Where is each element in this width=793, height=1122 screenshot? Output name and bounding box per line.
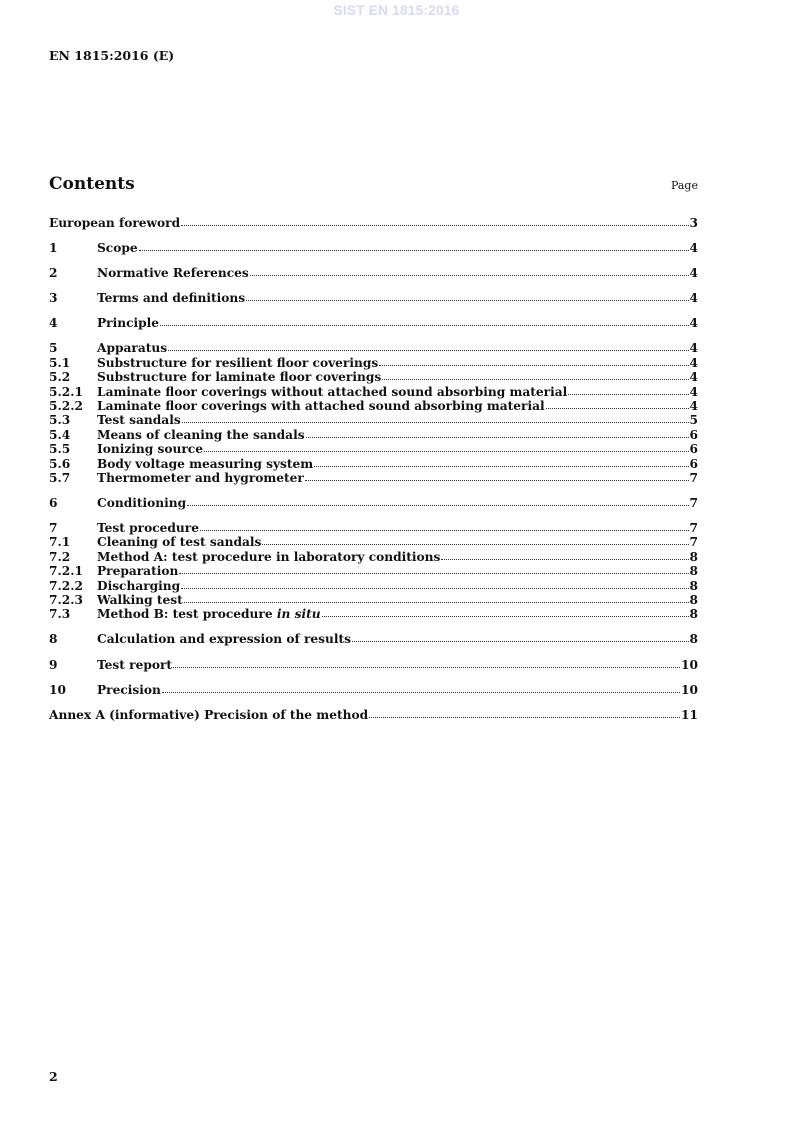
toc-dot-leader [262,535,688,545]
toc-entry[interactable] [49,428,698,442]
toc-dot-leader [379,356,688,366]
toc-dot-leader [182,413,689,423]
toc-dot-leader [352,632,689,642]
toc-entry-title-italic: in situ [276,607,321,622]
toc-entry-title: Normative References [97,266,249,281]
toc-entry-number: 5.7 [49,470,71,485]
toc-entry-title: Laminate floor coverings without attached sound absorbing material [97,384,568,399]
toc-entry-page: 4 [689,316,698,331]
toc-entry[interactable] [49,241,698,255]
toc-entry-title: Annex A (informative) Precision of the method [49,707,369,722]
toc-entry[interactable] [49,291,698,305]
toc-dot-leader [322,607,689,617]
page-column-label: Page [670,179,698,192]
toc-entry-title: Method B: test procedure in situ [97,607,321,622]
toc-entry-page: 7 [689,495,698,510]
toc-entry[interactable] [49,708,698,722]
toc-entry-title: Calculation and expression of results [97,632,351,647]
toc-entry-title: Test report [97,657,173,672]
toc-entry-page: 8 [689,578,698,593]
toc-entry-title: Walking test [97,593,183,608]
toc-entry-number: 3 [49,291,58,306]
toc-entry-number: 4 [49,316,58,331]
toc-dot-leader [369,708,680,718]
toc-entry[interactable] [49,399,698,413]
toc-entry-number: 8 [49,632,58,647]
toc-entry-title: Scope [97,241,138,256]
toc-dot-leader [546,399,689,409]
toc-entry-page: 4 [689,291,698,306]
toc-entry-number: 2 [49,266,58,281]
toc-entry[interactable] [49,593,698,607]
table-of-contents [49,216,698,722]
toc-entry[interactable] [49,356,698,370]
toc-dot-leader [382,370,688,380]
toc-entry-title: Ionizing source [97,442,203,457]
toc-entry[interactable] [49,550,698,564]
toc-entry-page: 11 [681,707,698,722]
toc-entry-page: 4 [689,370,698,385]
toc-dot-leader [250,266,689,276]
toc-dot-leader [187,496,688,506]
toc-entry-page: 10 [681,682,698,697]
watermark: SIST EN 1815:2016 [333,3,460,18]
toc-entry-number: 7.2.3 [49,593,83,608]
toc-entry-page: 7 [689,521,698,536]
toc-entry[interactable] [49,385,698,399]
toc-entry-page: 8 [689,564,698,579]
toc-dot-leader [314,457,688,467]
toc-entry-title: Body voltage measuring system [97,456,314,471]
toc-entry-title: European foreword [49,216,181,230]
toc-entry[interactable] [49,496,698,510]
toc-entry-number: 5.1 [49,355,71,370]
toc-entry-page: 4 [689,266,698,281]
toc-dot-leader [204,442,689,452]
toc-entry-number: 5.4 [49,427,71,442]
toc-entry-page: 5 [689,413,698,428]
toc-entry[interactable] [49,266,698,280]
toc-entry-page: 4 [689,384,698,399]
toc-dot-leader [200,521,689,531]
toc-entry-title: Cleaning of test sandals [97,535,262,550]
toc-dot-leader [305,471,689,481]
toc-entry-title: Means of cleaning the sandals [97,427,305,442]
footer-page-number: 2 [49,1069,58,1084]
toc-entry[interactable] [49,658,698,672]
toc-entry-title: Terms and definitions [97,291,246,306]
toc-entry-title: Test sandals [97,413,181,428]
toc-entry-number: 7 [49,521,58,536]
toc-entry[interactable] [49,316,698,330]
toc-dot-leader [168,341,688,351]
document-id-header: EN 1815:2016 (E) [49,48,175,63]
toc-entry-title: Precision [97,682,161,697]
toc-entry-title: Preparation [97,564,179,579]
toc-dot-leader [246,291,688,301]
toc-entry-title: Test procedure [97,521,199,536]
toc-entry-title: Method A: test procedure in laboratory conditions [97,549,441,564]
toc-entry-number: 7.3 [49,607,71,622]
toc-entry-title: Discharging [97,578,181,593]
toc-entry[interactable] [49,607,698,621]
toc-entry-page: 8 [689,632,698,647]
toc-entry[interactable] [49,471,698,485]
toc-entry-title: Substructure for laminate floor coverings [97,370,382,385]
toc-entry-page: 3 [689,216,698,230]
toc-entry-number: 5.2.1 [49,384,83,399]
toc-entry[interactable] [49,216,698,230]
toc-entry-number: 9 [49,657,58,672]
toc-entry-number: 5 [49,341,58,356]
toc-entry-number: 5.2.2 [49,398,83,413]
toc-entry-title: Laminate floor coverings with attached sound absorbing material [97,398,545,413]
toc-entry-number: 5.6 [49,456,71,471]
toc-entry-title: Thermometer and hygrometer [97,470,304,485]
toc-entry-number: 5.3 [49,413,71,428]
toc-entry-title: Conditioning [97,495,187,510]
toc-dot-leader [306,428,689,438]
toc-entry-number: 5.5 [49,442,71,457]
toc-entry-number: 10 [49,682,66,697]
toc-entry-number: 1 [49,241,58,256]
toc-entry[interactable] [49,564,698,578]
toc-dot-leader [184,593,689,603]
toc-entry-page: 7 [689,535,698,550]
toc-entry-page: 8 [689,593,698,608]
toc-entry[interactable] [49,370,698,384]
toc-dot-leader [181,579,688,589]
toc-dot-leader [181,216,688,226]
toc-entry[interactable] [49,632,698,646]
toc-entry-page: 8 [689,607,698,622]
toc-entry-page: 4 [689,241,698,256]
toc-entry-number: 7.2.1 [49,564,83,579]
toc-entry-number: 5.2 [49,370,71,385]
toc-dot-leader [160,316,688,326]
toc-entry[interactable] [49,579,698,593]
toc-entry[interactable] [49,683,698,697]
toc-dot-leader [568,385,688,395]
toc-dot-leader [139,241,689,251]
toc-dot-leader [173,658,680,668]
toc-entry-page: 10 [681,657,698,672]
toc-dot-leader [179,564,688,574]
toc-dot-leader [162,683,680,693]
toc-entry[interactable] [49,457,698,471]
toc-entry-page: 6 [689,442,698,457]
toc-entry-number: 7.2.2 [49,578,83,593]
toc-entry[interactable] [49,535,698,549]
toc-entry-title: Substructure for resilient floor coverings [97,355,379,370]
toc-entry-page: 7 [689,470,698,485]
toc-dot-leader [441,550,688,560]
toc-entry-page: 4 [689,355,698,370]
toc-entry[interactable] [49,521,698,535]
toc-entry-page: 8 [689,549,698,564]
toc-entry-page: 6 [689,427,698,442]
toc-entry-title: Apparatus [97,341,168,356]
toc-entry[interactable] [49,442,698,456]
contents-heading: Contents [49,174,135,194]
toc-entry-number: 7.1 [49,535,71,550]
toc-entry[interactable] [49,341,698,355]
toc-entry-number: 7.2 [49,549,71,564]
toc-entry-title: Principle [97,316,160,331]
toc-entry-page: 4 [689,398,698,413]
toc-entry-number: 6 [49,495,58,510]
toc-entry-page: 4 [689,341,698,356]
toc-entry[interactable] [49,413,698,427]
toc-entry-page: 6 [689,456,698,471]
